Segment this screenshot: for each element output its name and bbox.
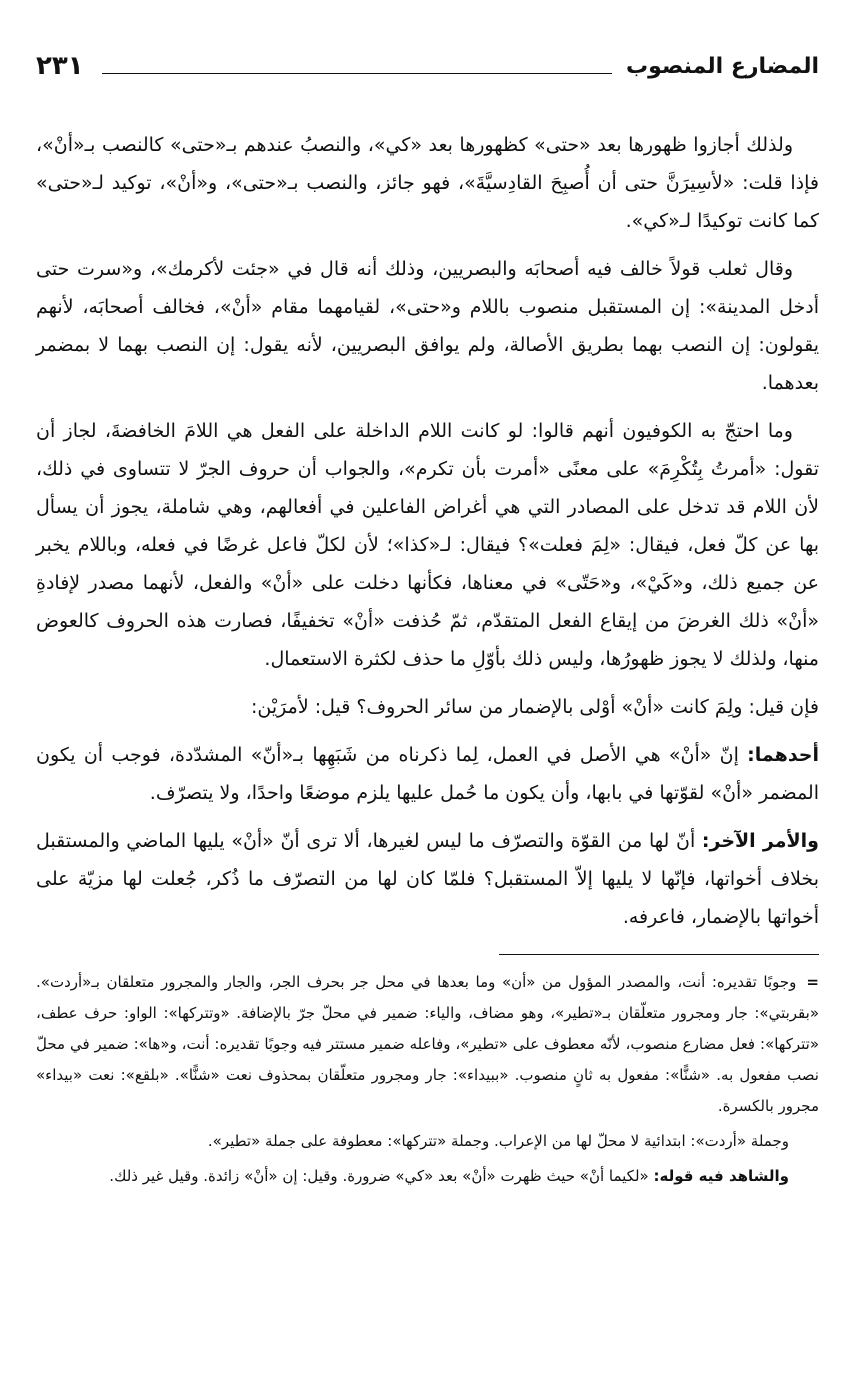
paragraph <box>36 250 819 402</box>
paragraph <box>36 412 819 678</box>
paragraph-lead: أحدهما: <box>747 744 819 766</box>
main-text <box>36 126 819 936</box>
paragraph-text: أنّ لها من القوّة والتصرّف ما ليس لغيرها، ألا ترى أنّ «أنْ» يليها الماضي والمستقبل بخلاف أخواتها، فإنّها لا يليها إلاّ المستقبل؟ فلمّا كان لها من التصرّف ما ذُكر، جُعلت لها مزيّة على أخواتها بالإضمار، فاعرفه. <box>36 830 819 928</box>
paragraph-text: ولذلك أجازوا ظهورها بعد «حتى» كظهورها بعد «كي»، والنصبُ عندهم بـ«حتى» كالنصب بـ«أنْ»، فإذا قلت: «لأسِيرَنَّ حتى أن أُصبِحَ القادِسيَّةَ»، فهو جائز، والنصب بـ«حتى»، و«أنْ»، توكيد لـ«حتى» كما كانت توكيدًا لـ«كي». <box>36 134 819 232</box>
footnotes <box>36 967 819 1192</box>
paragraph <box>36 736 819 812</box>
footnote <box>36 1161 819 1192</box>
paragraph-lead: والأمر الآخر: <box>701 830 819 852</box>
paragraph <box>36 688 819 726</box>
paragraph-text: وما احتجّ به الكوفيون أنهم قالوا: لو كانت اللام الداخلة على الفعل هي اللامَ الخافضةَ، لجاز أن تقول: «أمرتُ بِتُكْرِمَ» على معنًى «أمرت بأن تكرم»، والجواب أن حروف الجرّ لا تتساوى في ذلك، لأن اللام قد تدخل على المصادر التي هي أغراض الفاعلين في أفعالهم، وهي شاملة، يجوز أن يسأل بها عن كلّ فعل، فيقال: «لِمَ فعلت»؟ فيقال: لـ«كذا»؛ لأن لكلّ فاعل غرضًا في فعله، وباللام يخبر عن جميع ذلك، و«كَيْ»، و«حَتّى» في معناها، فكأنها دخلت على «أنْ» والفعل، لأنهما مصدر لإفادةِ «أنْ» ذلك الغرضَ من إيقاع الفعل المتقدّم، ثمّ حُذفت «أنْ» تخفيفًا، فصارت هذه الحروف كالعوض منها، ولذلك لا يجوز ظهورُها، وليس ذلك بأوّلِ ما حذف لكثرة الاستعمال. <box>36 420 819 670</box>
footnote-lead: والشاهد فيه قوله: <box>653 1167 789 1185</box>
paragraph-text: وقال ثعلب قولاً خالف فيه أصحابَه والبصريين، وذلك أنه قال في «جئت لأكرمك»، و«سرت حتى أدخل المدينة»: إن المستقبل منصوب باللام و«حتى»، لقيامهما مقام «أنْ»، فخالف أصحابَه، لأنهم يقولون: إن النصب بهما بطريق الأصالة، ولم يوافق البصريين، لأنه يقول: إن النصب بهما لا بمضمر بعدهما. <box>36 258 819 394</box>
footnote-rule <box>499 954 819 955</box>
footnote <box>36 1126 819 1157</box>
paragraph <box>36 126 819 240</box>
paragraph-text: فإن قيل: ولِمَ كانت «أنْ» أوْلى بالإضمار من سائر الحروف؟ قيل: لأمرَيْن: <box>251 696 819 718</box>
paragraph-text: إنّ «أنْ» هي الأصل في العمل، لِما ذكرناه من شَبَهِها بـ«أنّ» المشدّدة، فوجب أن يكون المضمر «أنْ» لقوّتها في بابها، وأن يكون ما حُمل عليها يلزم موضعًا واحدًا، ولا يتصرّف. <box>36 744 819 804</box>
header-rule <box>102 73 612 74</box>
footnote-text: وجملة «أردت»: ابتدائية لا محلّ لها من الإعراب. وجملة «تتركها»: معطوفة على جملة «تطير». <box>207 1132 789 1150</box>
paragraph <box>36 822 819 936</box>
footnote <box>36 967 819 1122</box>
footnote-text: «لكيما أنْ» حيث ظهرت «أنْ» بعد «كي» ضرورة. وقيل: إن «أنْ» زائدة. وقيل غير ذلك. <box>109 1167 649 1185</box>
page-number: ٢٣١ <box>36 51 84 81</box>
page-header <box>36 44 819 88</box>
footnote-text: وجوبًا تقديره: أنت، والمصدر المؤول من «أن» وما بعدها في محل جر بحرف الجر، والجار والمجرور متعلقان بـ«أردت». «بقربتي»: جار ومجرور متعلّقان بـ«تطير»، وهو مضاف، والياء: ضمير في محلّ جرّ بالإضافة. «وتتركها»: الواو: حرف عطف، «تتركها»: فعل مضارع منصوب، لأنّه معطوف على «تطير»، وفاعله ضمير مستتر فيه وجوبًا تقديره: أنت، و«ها»: ضمير في محلّ نصب مفعول به. «شنًّا»: مفعول به ثانٍ منصوب. «ببيداء»: جار ومجرور متعلّقان بمحذوف نعت «شنًّا». «بلقع»: نعت «بيداء» مجرور بالكسرة. <box>36 973 819 1115</box>
continuation-mark: = <box>806 973 819 991</box>
running-head: المضارع المنصوب <box>626 53 819 79</box>
